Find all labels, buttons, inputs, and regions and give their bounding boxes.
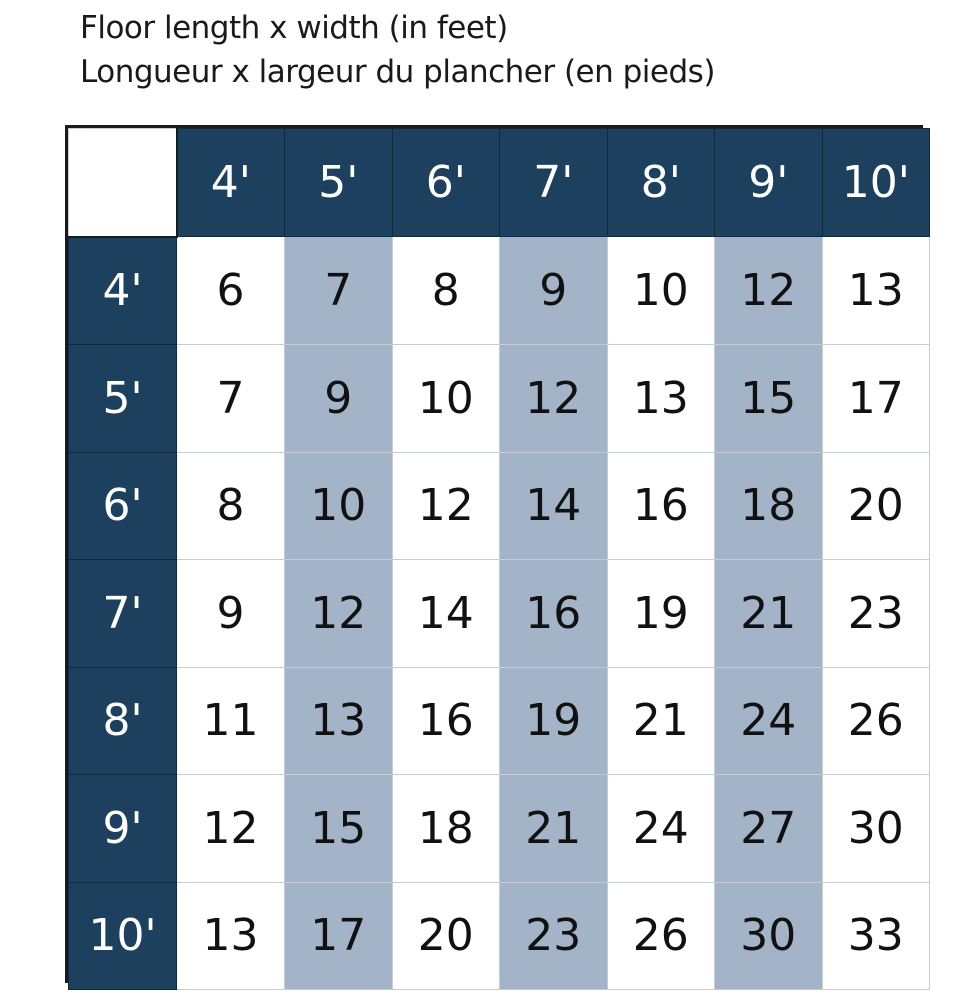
table-cell: 24 — [607, 775, 715, 883]
table-cell: 16 — [500, 560, 608, 668]
table-cell: 13 — [177, 882, 285, 990]
table-row — [69, 882, 930, 990]
table-cell: 7 — [177, 345, 285, 453]
table-cell: 9 — [177, 560, 285, 668]
table-row — [69, 775, 930, 883]
table-cell: 9 — [285, 345, 393, 453]
table-cell: 21 — [715, 560, 823, 668]
table-cell: 23 — [500, 882, 608, 990]
table-cell: 26 — [607, 882, 715, 990]
table-cell: 27 — [715, 775, 823, 883]
column-header-6ft: 6' — [392, 129, 500, 237]
table-cell: 13 — [607, 345, 715, 453]
row-header: 9' — [69, 775, 177, 883]
row-header: 10' — [69, 882, 177, 990]
table-cell: 11 — [177, 667, 285, 775]
table-cell: 12 — [177, 775, 285, 883]
table-cell: 7 — [285, 237, 393, 345]
table-body — [69, 237, 930, 990]
row-header: 8' — [69, 667, 177, 775]
table-cell: 21 — [607, 667, 715, 775]
table-cell: 13 — [285, 667, 393, 775]
table-cell: 12 — [500, 345, 608, 453]
corner-cell — [69, 129, 177, 237]
title-french: Longueur x largeur du plancher (en pieds) — [80, 54, 715, 90]
table-cell: 20 — [392, 882, 500, 990]
title-english: Floor length x width (in feet) — [80, 10, 508, 46]
table-cell: 10 — [607, 237, 715, 345]
floor-size-table — [65, 125, 923, 983]
table-cell: 6 — [177, 237, 285, 345]
table-row — [69, 345, 930, 453]
table-cell: 19 — [607, 560, 715, 668]
table-cell: 9 — [500, 237, 608, 345]
table-cell: 23 — [822, 560, 930, 668]
column-header-4ft: 4' — [177, 129, 285, 237]
table-cell: 16 — [607, 452, 715, 560]
table-cell: 30 — [715, 882, 823, 990]
table-cell: 12 — [392, 452, 500, 560]
table-cell: 15 — [715, 345, 823, 453]
column-header-9ft: 9' — [715, 129, 823, 237]
table-cell: 21 — [500, 775, 608, 883]
table-cell: 20 — [822, 452, 930, 560]
title-block — [80, 6, 940, 94]
table-cell: 12 — [715, 237, 823, 345]
column-header-10ft: 10' — [822, 129, 930, 237]
table-cell: 33 — [822, 882, 930, 990]
table-cell: 24 — [715, 667, 823, 775]
column-header-row — [69, 129, 930, 237]
table-row — [69, 667, 930, 775]
table-cell: 17 — [285, 882, 393, 990]
table-cell: 18 — [715, 452, 823, 560]
column-header-5ft: 5' — [285, 129, 393, 237]
row-header: 4' — [69, 237, 177, 345]
column-header-8ft: 8' — [607, 129, 715, 237]
table-cell: 10 — [285, 452, 393, 560]
table-cell: 30 — [822, 775, 930, 883]
table-cell: 16 — [392, 667, 500, 775]
table-cell: 14 — [500, 452, 608, 560]
table-cell: 13 — [822, 237, 930, 345]
table-row — [69, 452, 930, 560]
table-cell: 8 — [177, 452, 285, 560]
floor-size-grid — [68, 128, 930, 990]
table-cell: 14 — [392, 560, 500, 668]
column-header-7ft: 7' — [500, 129, 608, 237]
table-cell: 12 — [285, 560, 393, 668]
table-cell: 26 — [822, 667, 930, 775]
table-cell: 15 — [285, 775, 393, 883]
table-cell: 17 — [822, 345, 930, 453]
table-row — [69, 237, 930, 345]
row-header: 7' — [69, 560, 177, 668]
row-header: 5' — [69, 345, 177, 453]
table-cell: 18 — [392, 775, 500, 883]
table-cell: 10 — [392, 345, 500, 453]
table-row — [69, 560, 930, 668]
table-cell: 19 — [500, 667, 608, 775]
row-header: 6' — [69, 452, 177, 560]
table-cell: 8 — [392, 237, 500, 345]
